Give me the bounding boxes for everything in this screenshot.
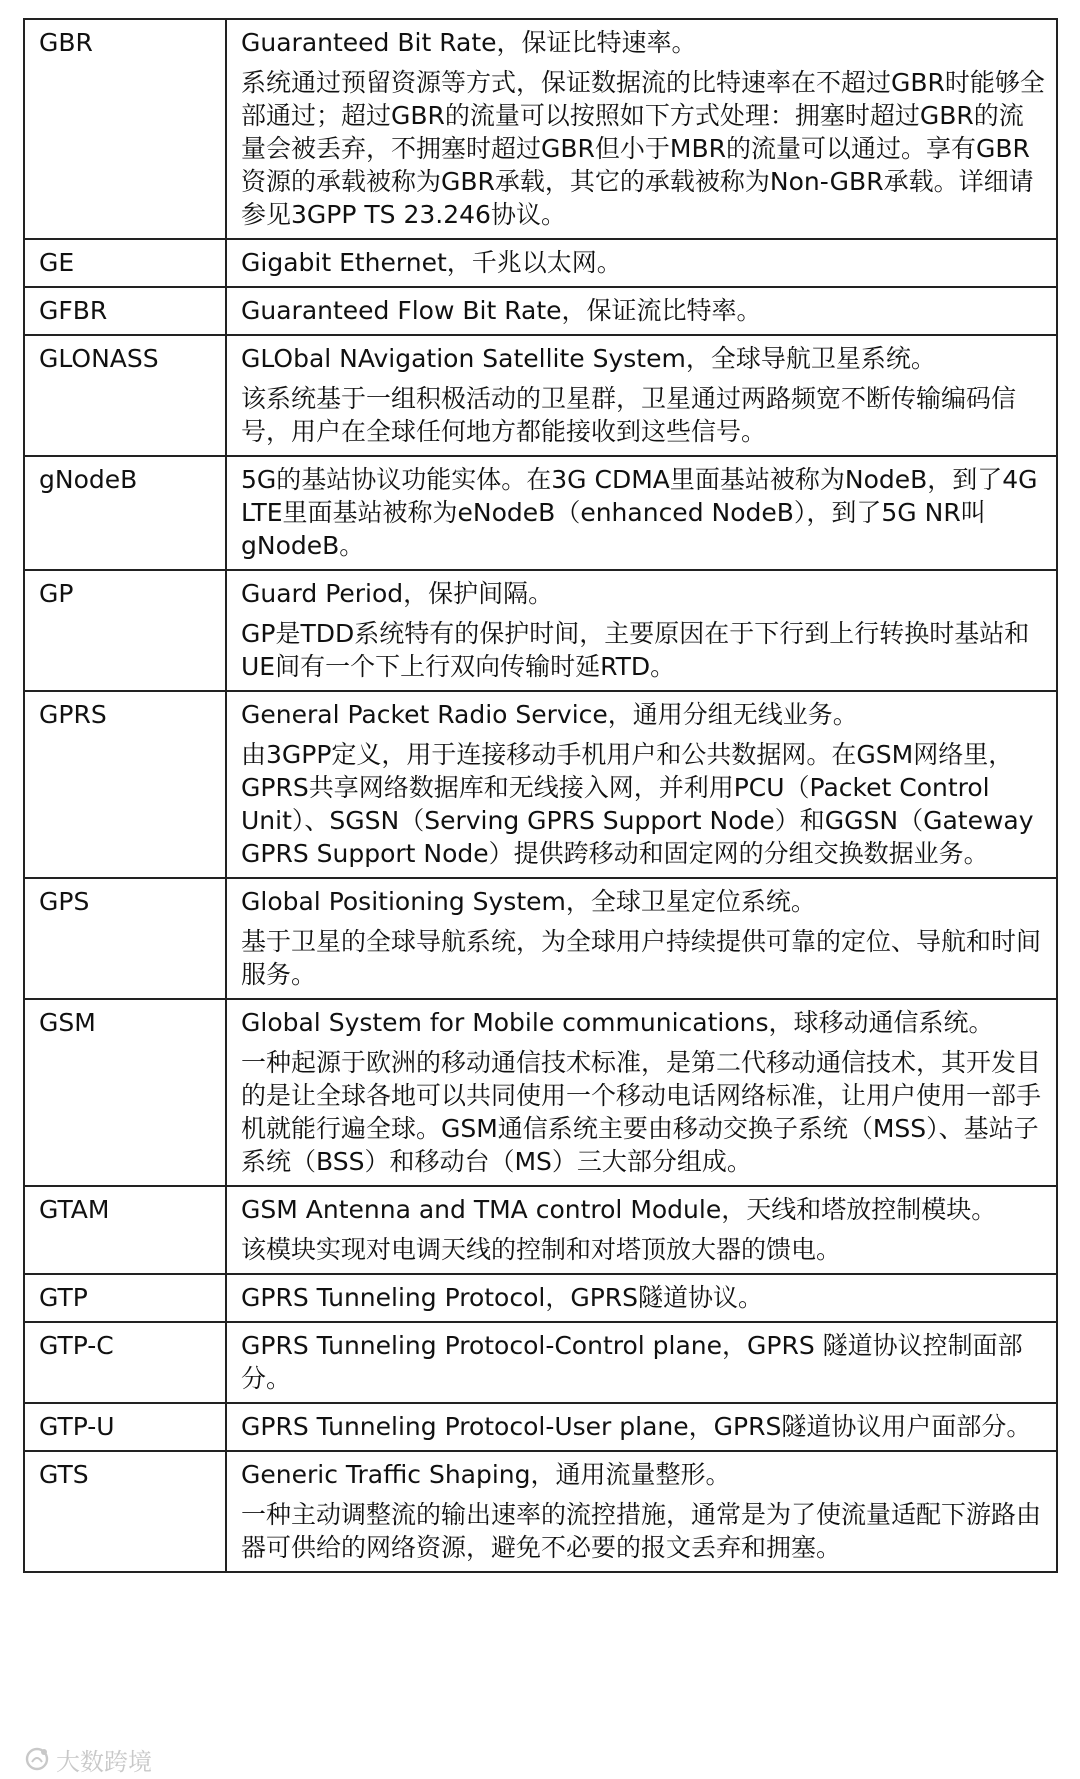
definition-text: Guaranteed Bit Rate，保证比特速率。: [241, 28, 697, 57]
description-cell: [226, 1274, 1057, 1322]
table-row: [24, 456, 1057, 570]
table-row: [24, 239, 1057, 287]
description-cell: [226, 999, 1057, 1186]
description-cell: [226, 1322, 1057, 1403]
detail-text: 该系统基于一组积极活动的卫星群，卫星通过两路频宽不断传输编码信号，用户在全球任何地方都能接收到这些信号。: [241, 384, 1017, 446]
definition-text: GPRS Tunneling Protocol-User plane，GPRS隧道协议用户面部分。: [241, 1412, 1032, 1441]
table-row: [24, 999, 1057, 1186]
description-cell: [226, 570, 1057, 691]
description-cell: [226, 456, 1057, 570]
term-cell: GTP: [24, 1274, 226, 1322]
table-row: [24, 335, 1057, 456]
definition-text: Generic Traffic Shaping，通用流量整形。: [241, 1460, 731, 1489]
term-cell: GSM: [24, 999, 226, 1186]
glossary-table: [23, 18, 1058, 1573]
detail-text: GP是TDD系统特有的保护时间，主要原因在于下行到上行转换时基站和UE间有一个下上行双向传输时延RTD。: [241, 619, 1030, 681]
term-cell: GP: [24, 570, 226, 691]
table-row: [24, 1403, 1057, 1451]
detail-text: 系统通过预留资源等方式，保证数据流的比特速率在不超过GBR时能够全部通过；超过GBR的流量可以按照如下方式处理：拥塞时超过GBR的流量会被丢弃，不拥塞时超过GBR但小于MBR的流量可以通过。享有GBR资源的承载被称为GBR承载，其它的承载被称为Non-GBR承载。详细请参见3GPP TS 23.246协议。: [241, 68, 1045, 229]
detail-text: 基于卫星的全球导航系统，为全球用户持续提供可靠的定位、导航和时间服务。: [241, 927, 1042, 989]
definition-text: GPRS Tunneling Protocol，GPRS隧道协议。: [241, 1283, 764, 1312]
term-cell: GPRS: [24, 691, 226, 878]
table-row: [24, 19, 1057, 239]
definition-text: Guard Period，保护间隔。: [241, 579, 554, 608]
definition-text: Gigabit Ethernet，千兆以太网。: [241, 248, 622, 277]
term-cell: gNodeB: [24, 456, 226, 570]
detail-text: 一种主动调整流的输出速率的流控措施，通常是为了使流量适配下游路由器可供给的网络资源，避免不必要的报文丢弃和拥塞。: [241, 1500, 1042, 1562]
term-cell: GBR: [24, 19, 226, 239]
detail-text: 一种起源于欧洲的移动通信技术标准，是第二代移动通信技术，其开发目的是让全球各地可以共同使用一个移动电话网络标准，让用户使用一部手机就能行遍全球。GSM通信系统主要由移动交换子系统（MSS）、基站子系统（BSS）和移动台（MS）三大部分组成。: [241, 1048, 1042, 1176]
description-cell: [226, 878, 1057, 999]
description-cell: [226, 691, 1057, 878]
definition-text: 5G的基站协议功能实体。在3G CDMA里面基站被称为NodeB，到了4G LTE里面基站被称为eNodeB（enhanced NodeB），到了5G NR叫gNodeB。: [241, 465, 1038, 560]
definition-text: GLObal NAvigation Satellite System，全球导航卫星系统。: [241, 344, 936, 373]
description-cell: [226, 1451, 1057, 1572]
table-row: [24, 691, 1057, 878]
logo-icon: [24, 1746, 50, 1772]
definition-text: GSM Antenna and TMA control Module，天线和塔放控制模块。: [241, 1195, 997, 1224]
detail-text: 由3GPP定义，用于连接移动手机用户和公共数据网。在GSM网络里，GPRS共享网络数据库和无线接入网，并利用PCU（Packet Control Unit）、SGSN（Serving GPRS Support Node）和GGSN（Gateway GPRS Support Node）提供跨移动和固定网的分组交换数据业务。: [241, 740, 1034, 868]
detail-text: 该模块实现对电调天线的控制和对塔顶放大器的馈电。: [241, 1235, 842, 1264]
definition-text: Global Positioning System，全球卫星定位系统。: [241, 887, 816, 916]
description-cell: [226, 287, 1057, 335]
watermark: [24, 1744, 152, 1774]
description-cell: [226, 335, 1057, 456]
table-row: [24, 570, 1057, 691]
term-cell: GTP-U: [24, 1403, 226, 1451]
term-cell: GFBR: [24, 287, 226, 335]
term-cell: GTP-C: [24, 1322, 226, 1403]
term-cell: GE: [24, 239, 226, 287]
definition-text: Global System for Mobile communications，球移动通信系统。: [241, 1008, 994, 1037]
definition-text: General Packet Radio Service，通用分组无线业务。: [241, 700, 858, 729]
table-row: [24, 1322, 1057, 1403]
definition-text: Guaranteed Flow Bit Rate，保证流比特率。: [241, 296, 762, 325]
table-row: [24, 1274, 1057, 1322]
table-row: [24, 1186, 1057, 1274]
table-row: [24, 1451, 1057, 1572]
description-cell: [226, 19, 1057, 239]
term-cell: GTS: [24, 1451, 226, 1572]
term-cell: GTAM: [24, 1186, 226, 1274]
description-cell: [226, 1186, 1057, 1274]
table-row: [24, 287, 1057, 335]
description-cell: [226, 239, 1057, 287]
watermark-text: 大数跨境: [56, 1747, 152, 1776]
term-cell: GLONASS: [24, 335, 226, 456]
definition-text: GPRS Tunneling Protocol-Control plane，GPRS 隧道协议控制面部分。: [241, 1331, 1023, 1393]
table-row: [24, 878, 1057, 999]
term-cell: GPS: [24, 878, 226, 999]
description-cell: [226, 1403, 1057, 1451]
